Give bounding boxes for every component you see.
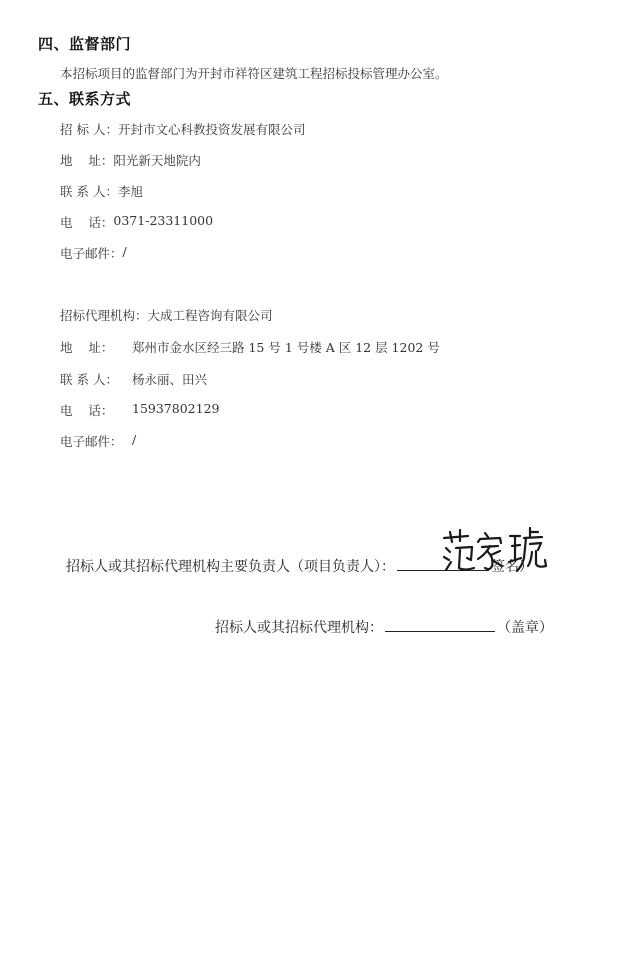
agency-name-label: 招标代理机构：	[60, 308, 148, 323]
handwritten-signature	[438, 524, 548, 576]
agency-phone-label: 电 话：	[60, 403, 114, 418]
agency-contact: 杨永丽、田兴	[132, 372, 208, 387]
tenderer-phone-label: 电 话：	[60, 215, 114, 230]
agency-contact-row	[60, 370, 207, 388]
tenderer-email-row	[60, 244, 127, 262]
agency-address: 郑州市金水区经三路 15 号 1 号楼 A 区 12 层 1202 号	[132, 340, 440, 355]
agency-address-label: 地 址：	[60, 340, 114, 355]
section-4-heading: 四、监督部门	[38, 35, 132, 53]
signature-suffix: 签名）	[491, 559, 533, 575]
tenderer-address-row	[60, 151, 201, 169]
tenderer-email: /	[122, 244, 127, 259]
tenderer-name-row	[60, 120, 305, 138]
agency-email-row	[60, 432, 136, 450]
tenderer-name: 开封市文心科教投资发展有限公司	[117, 122, 306, 137]
agency-phone-row	[60, 401, 219, 419]
tenderer-address: 阳光新天地院内	[113, 153, 201, 168]
seal-blank	[385, 617, 495, 632]
handwritten-signature-graphic	[438, 524, 548, 576]
agency-contact-label: 联 系 人：	[60, 372, 118, 387]
agency-name: 大成工程咨询有限公司	[147, 308, 273, 323]
section-4-text: 本招标项目的监督部门为开封市祥符区建筑工程招标投标管理办公室。	[60, 66, 448, 81]
seal-line	[215, 617, 553, 637]
tenderer-address-label: 地 址：	[60, 153, 114, 168]
seal-suffix: （盖章）	[497, 620, 553, 636]
section-5-heading: 五、联系方式	[38, 90, 132, 108]
tenderer-email-label: 电子邮件：	[60, 246, 123, 261]
agency-name-row	[60, 306, 273, 324]
tenderer-contact-row	[60, 182, 143, 200]
signature-line-text: 招标人或其招标代理机构主要负责人（项目负责人）：	[66, 559, 395, 575]
agency-phone: 15937802129	[132, 401, 220, 416]
tenderer-phone: 0371-23311000	[113, 213, 214, 228]
agency-email: /	[132, 432, 137, 447]
agency-email-label: 电子邮件：	[60, 434, 123, 449]
seal-line-text: 招标人或其招标代理机构：	[215, 620, 383, 636]
tenderer-contact-label: 联 系 人：	[60, 184, 118, 199]
tenderer-phone-row	[60, 213, 213, 231]
agency-address-row	[60, 338, 440, 356]
tenderer-contact: 李旭	[117, 184, 143, 199]
tenderer-name-label: 招 标 人：	[60, 122, 118, 137]
